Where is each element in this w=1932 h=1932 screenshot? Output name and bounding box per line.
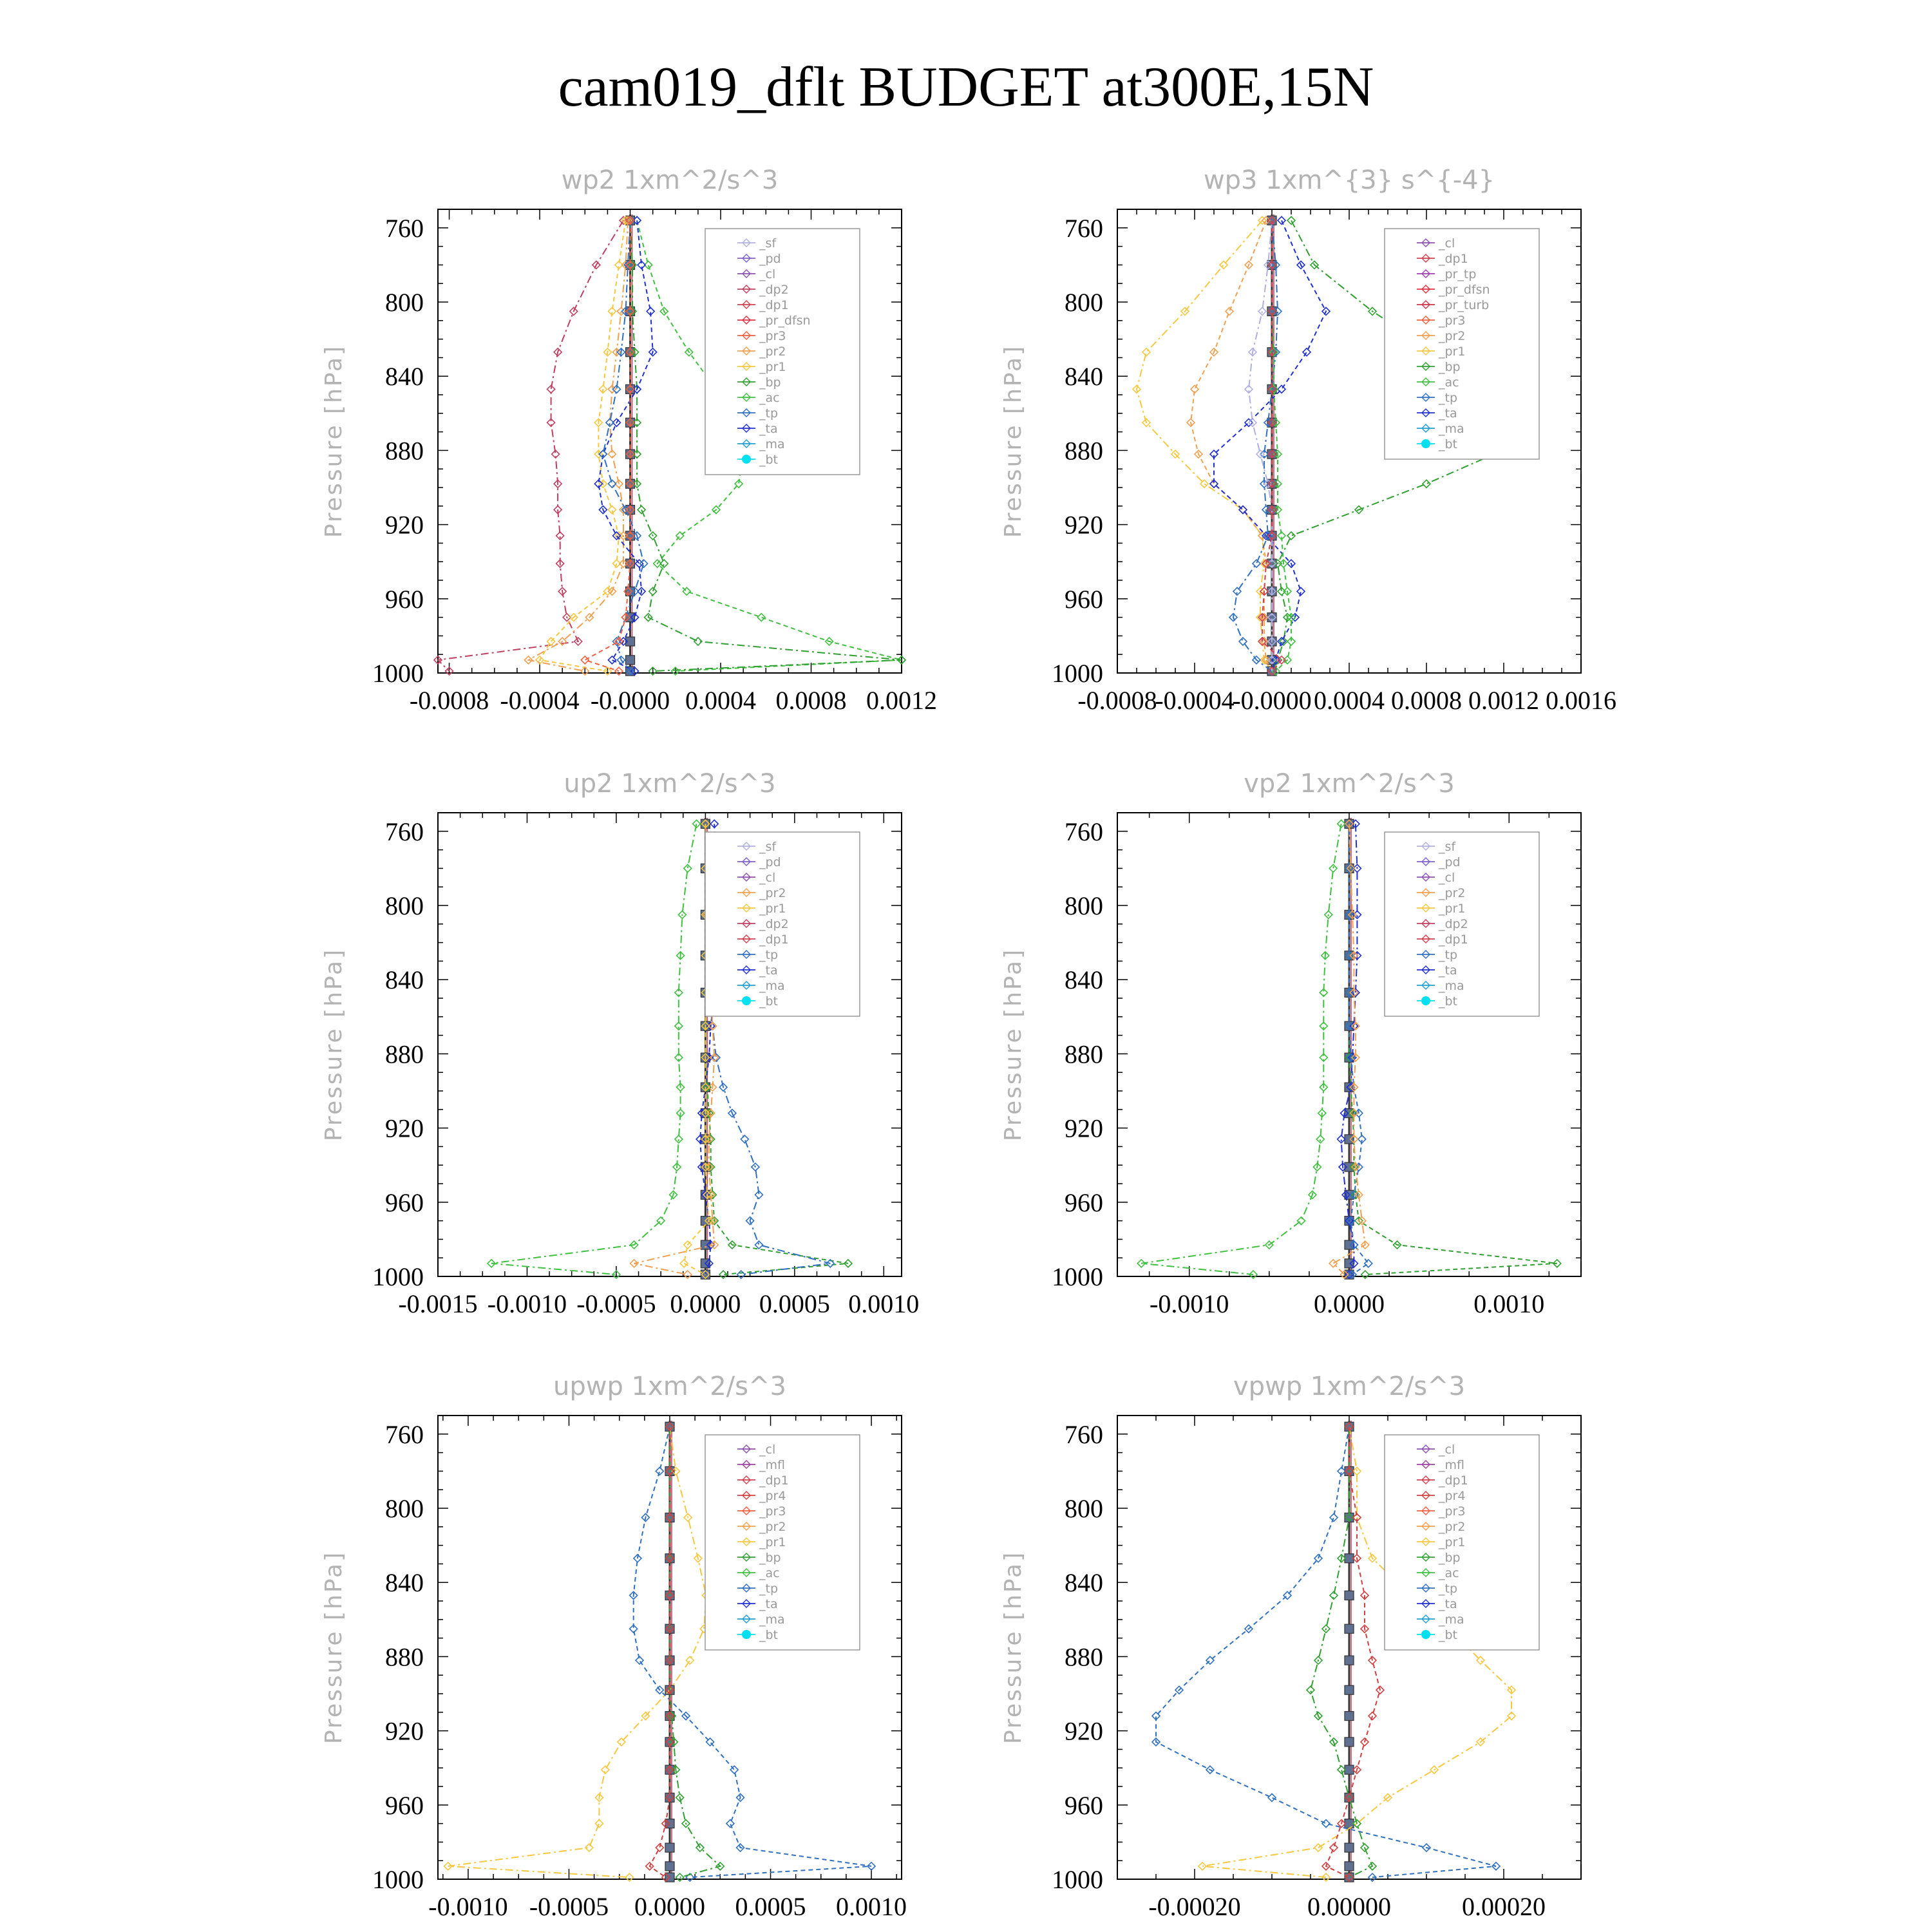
- x-tick-label: -0.0008: [409, 686, 489, 715]
- y-tick-label: 960: [385, 584, 424, 614]
- legend-label: _ta: [1439, 1597, 1457, 1611]
- legend-label: _tp: [759, 1582, 779, 1596]
- legend-label: _cl: [1439, 1443, 1455, 1457]
- y-tick-label: 920: [1065, 1113, 1103, 1143]
- legend-label: _bt: [1439, 437, 1458, 451]
- y-tick-label: 800: [385, 288, 424, 317]
- legend-marker: [1421, 996, 1430, 1005]
- series-line_pr1: [1137, 220, 1272, 671]
- series_ta-point-9: [1338, 1135, 1345, 1143]
- legend-label: _ac: [759, 1566, 780, 1580]
- y-tick-label: 760: [385, 1419, 424, 1449]
- legend-label: _bp: [1439, 1551, 1461, 1565]
- x-tick-label: -0.0004: [1155, 686, 1235, 715]
- series-line_pr4: [1326, 1426, 1380, 1877]
- legend-label: _bt: [759, 1628, 779, 1642]
- legend-label: _tp: [1439, 948, 1458, 962]
- legend-label: _ac: [1439, 375, 1459, 390]
- x-tick-label: 0.0016: [1546, 686, 1616, 715]
- figure-title: cam019_dflt BUDGET at300E,15N: [558, 56, 1374, 118]
- series_pr1-point-8: [608, 506, 616, 514]
- y-tick-label: 1000: [372, 659, 424, 688]
- series_ac-point-12: [757, 614, 765, 621]
- panel-1: [321, 166, 937, 715]
- series_bp-point-11: [649, 587, 657, 595]
- x-tick-label: 0.0005: [735, 1892, 806, 1921]
- y-tick-label: 1000: [1052, 659, 1103, 688]
- y-tick-label: 880: [385, 436, 424, 466]
- legend-label: _pr2: [1439, 1520, 1466, 1534]
- legend-label: _pr3: [1439, 1504, 1466, 1519]
- series-line_ta: [1214, 220, 1326, 671]
- legend-label: _dp2: [1439, 917, 1468, 931]
- series_pr1-point-14: [680, 1260, 688, 1267]
- series_bp-point-7: [1307, 1686, 1314, 1694]
- series_ta-point-0: [1278, 216, 1285, 224]
- series_tp-point-10: [1253, 560, 1260, 567]
- legend-label: _pr_tp: [1439, 267, 1477, 281]
- legend-label: _ta: [759, 963, 778, 978]
- legend-label: _sf: [759, 840, 777, 854]
- series-line_cl: [1249, 220, 1272, 671]
- legend-label: _pr_turb: [1439, 298, 1490, 312]
- panel-2: [1000, 166, 1616, 715]
- legend-label: _bp: [759, 375, 781, 390]
- bt-point-14: [626, 656, 635, 665]
- legend-label: _dp1: [1439, 1473, 1468, 1488]
- bt-point-13: [665, 1843, 674, 1852]
- x-tick-label: -0.0000: [590, 686, 670, 715]
- bt-point-8: [1345, 1712, 1354, 1721]
- x-tick-label: -0.0015: [398, 1289, 478, 1318]
- legend-label: _ta: [1439, 406, 1457, 421]
- x-tick-label: -0.0010: [487, 1289, 567, 1318]
- bt-point-14: [1345, 1259, 1354, 1268]
- panel-title: wp2 1xm^2/s^3: [561, 166, 779, 195]
- series_cl-point-2: [1258, 307, 1266, 315]
- legend-label: _tp: [1439, 391, 1458, 405]
- series-line_dp1: [1141, 824, 1341, 1274]
- legend-label: _ac: [759, 391, 780, 405]
- legend-marker: [1421, 1630, 1430, 1639]
- y-axis-label: Pressure [hPa]: [1000, 1550, 1027, 1745]
- legend-label: _sf: [1439, 840, 1456, 854]
- legend-label: _bt: [759, 994, 779, 1009]
- legend-label: _pr_dfsn: [1439, 283, 1490, 297]
- legend-marker: [742, 1630, 751, 1639]
- legend-label: _pd: [1439, 855, 1461, 869]
- series_pr1-point-3: [1142, 348, 1150, 356]
- legend-label: _pr2: [1439, 886, 1466, 900]
- legend-label: _pr_dfsn: [759, 314, 811, 328]
- bt-point-6: [1345, 1656, 1354, 1665]
- legend-label: _pr3: [759, 1504, 786, 1519]
- legend-label: _ma: [1439, 422, 1464, 436]
- legend-label: _dp2: [759, 917, 789, 931]
- panel-title: vpwp 1xm^2/s^3: [1233, 1372, 1466, 1401]
- bt-point-4: [1345, 1591, 1354, 1600]
- legend-label: _bt: [759, 453, 779, 467]
- bt-point-13: [1345, 1843, 1354, 1852]
- legend-label: _tp: [759, 406, 779, 421]
- legend-label: _dp1: [1439, 252, 1468, 266]
- legend-label: _pr1: [1439, 345, 1466, 359]
- y-tick-label: 1000: [1052, 1865, 1103, 1894]
- series_pr3-point-14: [581, 656, 589, 664]
- legend-label: _pr1: [1439, 902, 1466, 916]
- panel-3: [321, 769, 919, 1318]
- legend-label: _pr2: [759, 1520, 786, 1534]
- y-tick-label: 760: [1065, 213, 1103, 243]
- y-tick-label: 880: [1065, 436, 1103, 466]
- legend-label: _bt: [1439, 1628, 1458, 1642]
- series-line_bp: [1311, 1426, 1372, 1877]
- legend-label: _dp1: [1439, 933, 1468, 947]
- y-tick-label: 880: [1065, 1039, 1103, 1069]
- legend-label: _ta: [1439, 963, 1457, 978]
- y-tick-label: 920: [1065, 510, 1103, 540]
- series_dp1-point-9: [675, 1135, 683, 1143]
- series_pr1-point-12: [595, 1820, 603, 1828]
- bt-point-5: [1345, 1624, 1354, 1633]
- legend-label: _pr4: [1439, 1489, 1466, 1503]
- y-tick-label: 920: [1065, 1716, 1103, 1746]
- legend-label: _pr1: [759, 1535, 786, 1549]
- bt-point-14: [665, 1862, 674, 1871]
- y-tick-label: 960: [1065, 1188, 1103, 1217]
- legend-label: _ta: [759, 1597, 778, 1611]
- legend-label: _cl: [1439, 236, 1455, 251]
- legend-label: _tp: [1439, 1582, 1458, 1596]
- legend-label: _pr3: [759, 329, 786, 343]
- y-tick-label: 760: [385, 817, 424, 846]
- legend-label: _mfl: [759, 1458, 785, 1472]
- series-line_ta: [598, 220, 652, 671]
- x-tick-label: 0.0012: [866, 686, 937, 715]
- legend-label: _dp1: [759, 933, 789, 947]
- y-tick-label: 880: [385, 1642, 424, 1672]
- series_dp1-point-1: [684, 864, 692, 872]
- y-axis-label: Pressure [hPa]: [321, 947, 347, 1142]
- legend-marker: [742, 455, 751, 464]
- series-line_pr1: [540, 220, 626, 671]
- panel-5: [321, 1372, 907, 1921]
- y-tick-label: 1000: [1052, 1262, 1103, 1291]
- legend-label: _ac: [1439, 1566, 1459, 1580]
- legend-label: _dp2: [759, 283, 789, 297]
- bt-point-14: [1345, 1862, 1354, 1871]
- legend-label: _cl: [759, 871, 776, 885]
- y-axis-label: Pressure [hPa]: [1000, 947, 1027, 1142]
- bt-point-13: [1345, 1240, 1354, 1249]
- legend-label: _bt: [1439, 994, 1458, 1009]
- x-tick-label: 0.0010: [836, 1892, 907, 1921]
- y-axis-label: Pressure [hPa]: [1000, 344, 1027, 538]
- legend-label: _ta: [759, 422, 778, 436]
- series_bp-point-9: [1287, 532, 1295, 540]
- panel-6: [1000, 1372, 1581, 1921]
- y-tick-label: 960: [385, 1790, 424, 1820]
- legend-label: _pd: [759, 855, 781, 869]
- legend-label: _pr1: [759, 902, 786, 916]
- legend-label: _cl: [759, 1443, 776, 1457]
- x-tick-label: -0.0010: [428, 1892, 508, 1921]
- y-tick-label: 920: [385, 1716, 424, 1746]
- series_dp1-point-1: [1329, 864, 1337, 872]
- series_tp-point-15: [737, 1271, 745, 1278]
- legend-label: _sf: [759, 236, 777, 251]
- legend-label: _pr1: [759, 360, 786, 374]
- series_bp-point-15: [676, 1873, 684, 1881]
- x-tick-label: -0.0000: [1232, 686, 1312, 715]
- legend-label: _ma: [759, 979, 785, 993]
- x-tick-label: 0.0004: [685, 686, 757, 715]
- legend-label: _pr3: [1439, 314, 1466, 328]
- series_pr2-point-2: [1226, 307, 1233, 315]
- series-line_dp1: [491, 824, 696, 1274]
- y-axis-label: Pressure [hPa]: [321, 344, 347, 538]
- legend-marker: [742, 996, 751, 1005]
- series_tp-point-11: [1268, 1794, 1276, 1801]
- x-tick-label: 0.0000: [1314, 1289, 1385, 1318]
- series_pr4-point-13: [1330, 1844, 1338, 1852]
- x-tick-label: -0.0008: [1077, 686, 1157, 715]
- legend-label: _bp: [759, 1551, 781, 1565]
- y-tick-label: 800: [385, 1494, 424, 1523]
- x-tick-label: 0.0000: [634, 1892, 705, 1921]
- y-tick-label: 960: [1065, 584, 1103, 614]
- x-tick-label: 0.0010: [1473, 1289, 1545, 1318]
- x-tick-label: 0.0000: [670, 1289, 741, 1318]
- y-tick-label: 960: [1065, 1790, 1103, 1820]
- panel-title: up2 1xm^2/s^3: [564, 769, 776, 799]
- y-tick-label: 800: [1065, 288, 1103, 317]
- panel-title: wp3 1xm^{3} s^{-4}: [1203, 166, 1495, 195]
- x-tick-label: 0.00020: [1462, 1892, 1546, 1921]
- y-tick-label: 800: [1065, 1494, 1103, 1523]
- bt-point-7: [1345, 1083, 1354, 1092]
- series-line_pr2: [529, 220, 629, 671]
- series_pr1-point-6: [686, 1656, 694, 1664]
- x-tick-label: 0.0004: [1314, 686, 1385, 715]
- y-tick-label: 1000: [372, 1262, 424, 1291]
- x-tick-label: 0.0008: [1391, 686, 1462, 715]
- x-tick-label: 0.0010: [848, 1289, 920, 1318]
- series_tp-point-13: [755, 1241, 762, 1249]
- x-tick-label: 0.0005: [759, 1289, 830, 1318]
- x-tick-label: -0.00020: [1148, 1892, 1241, 1921]
- series_bp-point-0: [1287, 216, 1295, 224]
- y-tick-label: 920: [385, 1113, 424, 1143]
- legend-label: _dp1: [759, 298, 789, 312]
- legend-label: _ma: [1439, 979, 1464, 993]
- series-line_pr2: [1191, 220, 1272, 671]
- legend-label: _pd: [759, 252, 781, 266]
- y-tick-label: 920: [385, 510, 424, 540]
- legend-marker: [1421, 439, 1430, 448]
- y-tick-label: 840: [1065, 1568, 1103, 1598]
- series_ta-point-3: [1303, 348, 1311, 356]
- panel-title: upwp 1xm^2/s^3: [553, 1372, 786, 1401]
- bt-point-13: [701, 1240, 710, 1249]
- legend-label: _mfl: [1439, 1458, 1464, 1472]
- legend-label: _ma: [759, 437, 785, 451]
- y-axis-label: Pressure [hPa]: [321, 1550, 347, 1745]
- y-tick-label: 880: [385, 1039, 424, 1069]
- series-line_pr1: [448, 1426, 706, 1877]
- y-tick-label: 840: [385, 362, 424, 392]
- series_dp2-point-15: [1361, 1271, 1369, 1278]
- series-line_ac: [1272, 220, 1291, 671]
- y-tick-label: 1000: [372, 1865, 424, 1894]
- bt-point-9: [1345, 1738, 1354, 1747]
- y-tick-label: 960: [385, 1188, 424, 1217]
- series_ta-point-14: [608, 656, 616, 664]
- y-tick-label: 840: [1065, 362, 1103, 392]
- legend-label: _dp1: [759, 1473, 789, 1488]
- series_tp-point-9: [741, 1135, 748, 1143]
- legend-label: _pr4: [759, 1489, 786, 1503]
- series-line_dp2: [438, 220, 623, 671]
- y-tick-label: 840: [385, 965, 424, 995]
- series_pr1-point-1: [1353, 1467, 1361, 1475]
- series-line_pr2: [634, 824, 715, 1274]
- bt-point-9: [1345, 1135, 1354, 1144]
- legend-label: _pr1: [1439, 1535, 1466, 1549]
- y-tick-label: 880: [1065, 1642, 1103, 1672]
- x-tick-label: 0.0012: [1468, 686, 1539, 715]
- legend-label: _cl: [1439, 871, 1455, 885]
- y-tick-label: 840: [385, 1568, 424, 1598]
- panel-4: [1000, 769, 1581, 1318]
- x-tick-label: -0.0005: [576, 1289, 656, 1318]
- x-tick-label: 0.00000: [1307, 1892, 1391, 1921]
- legend-label: _pr2: [759, 886, 786, 900]
- y-tick-label: 760: [1065, 1419, 1103, 1449]
- panel-title: vp2 1xm^2/s^3: [1244, 769, 1455, 799]
- series_bp-point-7: [1423, 480, 1430, 488]
- legend-label: _ma: [1439, 1613, 1464, 1627]
- y-tick-label: 760: [1065, 817, 1103, 846]
- x-tick-label: 0.0008: [775, 686, 847, 715]
- x-tick-label: -0.0005: [529, 1892, 609, 1921]
- legend-label: _ma: [759, 1613, 785, 1627]
- y-tick-label: 800: [1065, 891, 1103, 920]
- legend-label: _bp: [1439, 360, 1461, 374]
- legend-label: _tp: [759, 948, 779, 962]
- y-tick-label: 760: [385, 213, 424, 243]
- legend-label: _pr2: [1439, 329, 1466, 343]
- legend-label: _pr2: [759, 345, 786, 359]
- y-tick-label: 800: [385, 891, 424, 920]
- x-tick-label: -0.0010: [1150, 1289, 1229, 1318]
- x-tick-label: -0.0004: [500, 686, 580, 715]
- bt-point-7: [1345, 1685, 1354, 1694]
- series_tp-point-12: [726, 1820, 734, 1828]
- series_dp1-point-9: [1316, 1135, 1324, 1143]
- y-tick-label: 840: [1065, 965, 1103, 995]
- legend-label: _cl: [759, 267, 776, 281]
- series_bp-point-10: [1338, 1766, 1345, 1774]
